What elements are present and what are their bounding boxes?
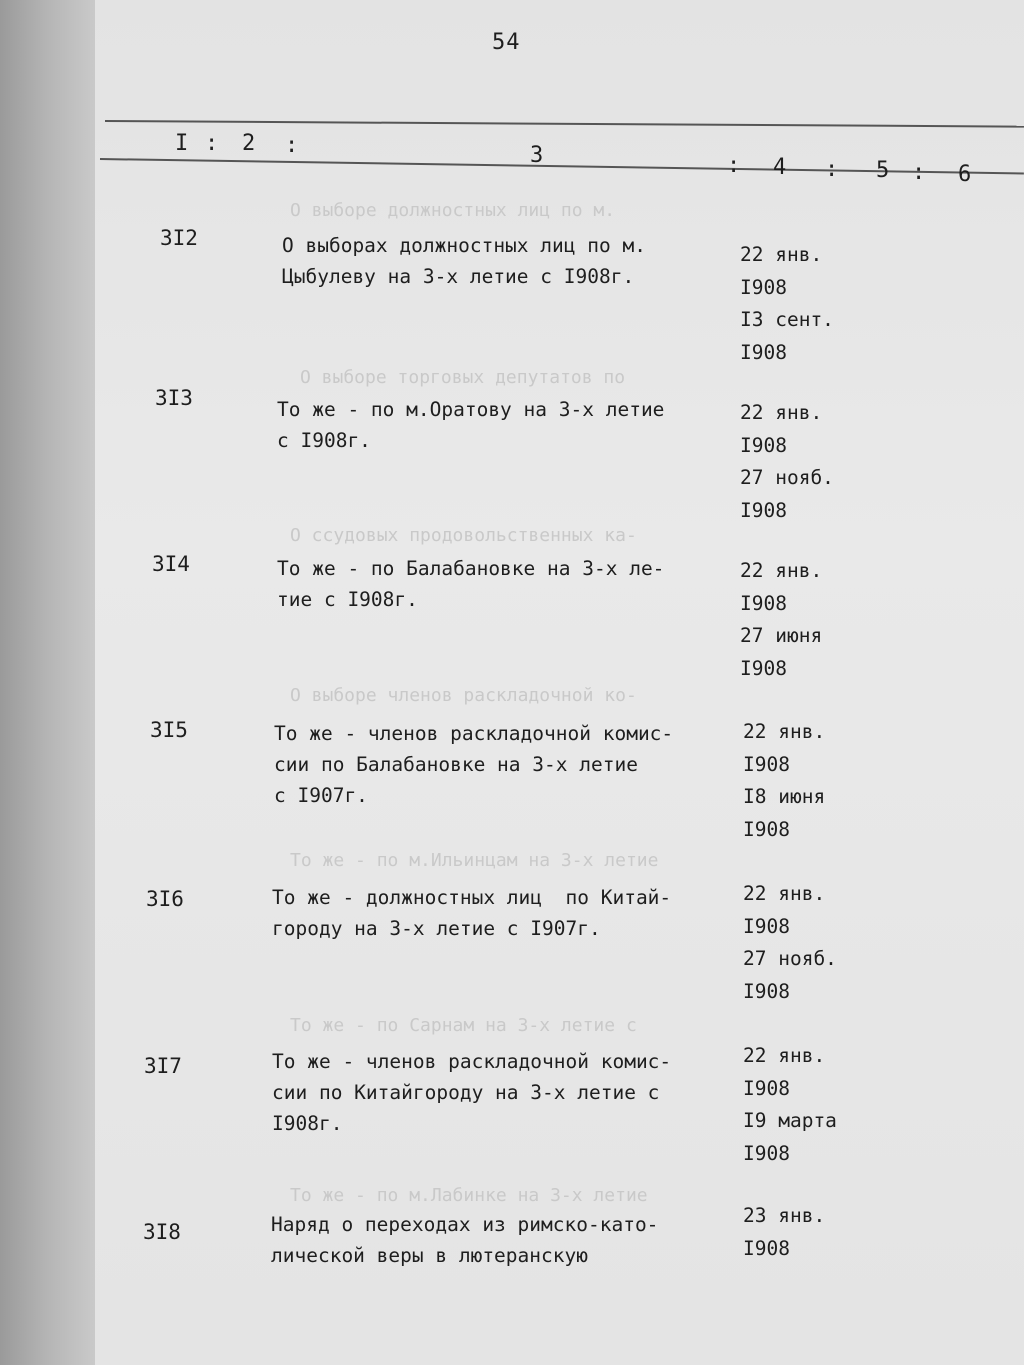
entry-dates: 22 янв. I908 27 нояб. I908: [743, 882, 837, 1003]
entry-number: 3I2: [160, 226, 198, 250]
entry-number: 3I3: [155, 386, 193, 410]
entry-number: 3I7: [144, 1054, 182, 1078]
binding-shadow: [0, 0, 110, 1365]
entry-dates: 22 янв. I908 I8 июня I908: [743, 720, 826, 841]
column-header-2: 2: [242, 131, 256, 156]
entry-dates: 22 янв. I908 I3 сент. I908: [740, 243, 834, 364]
column-header-5: 5: [876, 158, 890, 183]
show-through-text: О выборе торговых депутатов по: [300, 367, 626, 388]
column-header-3: 3: [530, 143, 544, 168]
entry-number: 3I6: [146, 887, 184, 911]
show-through-text: То же - по м.Ильинцам на 3-х летие: [290, 850, 659, 871]
entry-title: О выборах должностных лиц по м. Цыбулеву на 3-х летие с I908г.: [282, 234, 646, 288]
entry-number: 3I5: [150, 718, 188, 742]
entry-number: 3I8: [143, 1220, 181, 1244]
show-through-text: То же - по м.Лабинке на 3-х летие: [290, 1185, 648, 1206]
column-header-6: 6: [958, 162, 972, 187]
entry-dates: 23 янв. I908: [743, 1204, 826, 1260]
entry-dates: 22 янв. I908 27 нояб. I908: [740, 401, 834, 522]
show-through-text: О выборе должностных лиц по м.: [290, 200, 616, 221]
column-separator: :: [205, 131, 219, 156]
column-header-4: 4: [773, 155, 787, 180]
column-separator: :: [727, 153, 741, 178]
show-through-text: О ссудовых продовольственных ка-: [290, 525, 637, 546]
entry-title: Наряд о переходах из римско-като- лической веры в лютеранскую: [271, 1213, 659, 1267]
entry-number: 3I4: [152, 552, 190, 576]
entry-title: То же - должностных лиц по Китай- городу на 3-х летие с I907г.: [272, 886, 672, 940]
entry-dates: 22 янв. I908 27 июня I908: [740, 559, 823, 680]
page-number: 54: [492, 30, 521, 55]
column-separator: :: [912, 160, 926, 185]
show-through-text: О выборе членов раскладочной ко-: [290, 685, 637, 706]
column-separator: :: [285, 133, 299, 158]
entry-dates: 22 янв. I908 I9 марта I908: [743, 1044, 837, 1165]
entry-title: То же - членов раскладочной комис- сии по Балабановке на 3-х летие с I907г.: [274, 722, 674, 807]
column-header-1: I: [175, 131, 189, 156]
entry-title: То же - по Балабановке на 3-х ле- тие с I908г.: [277, 557, 665, 611]
entry-title: То же - членов раскладочной комис- сии по Китайгороду на 3-х летие с I908г.: [272, 1050, 672, 1135]
column-separator: :: [825, 157, 839, 182]
entry-title: То же - по м.Оратову на 3-х летие с I908г.: [277, 398, 665, 452]
show-through-text: То же - по Сарнам на 3-х летие с: [290, 1015, 637, 1036]
